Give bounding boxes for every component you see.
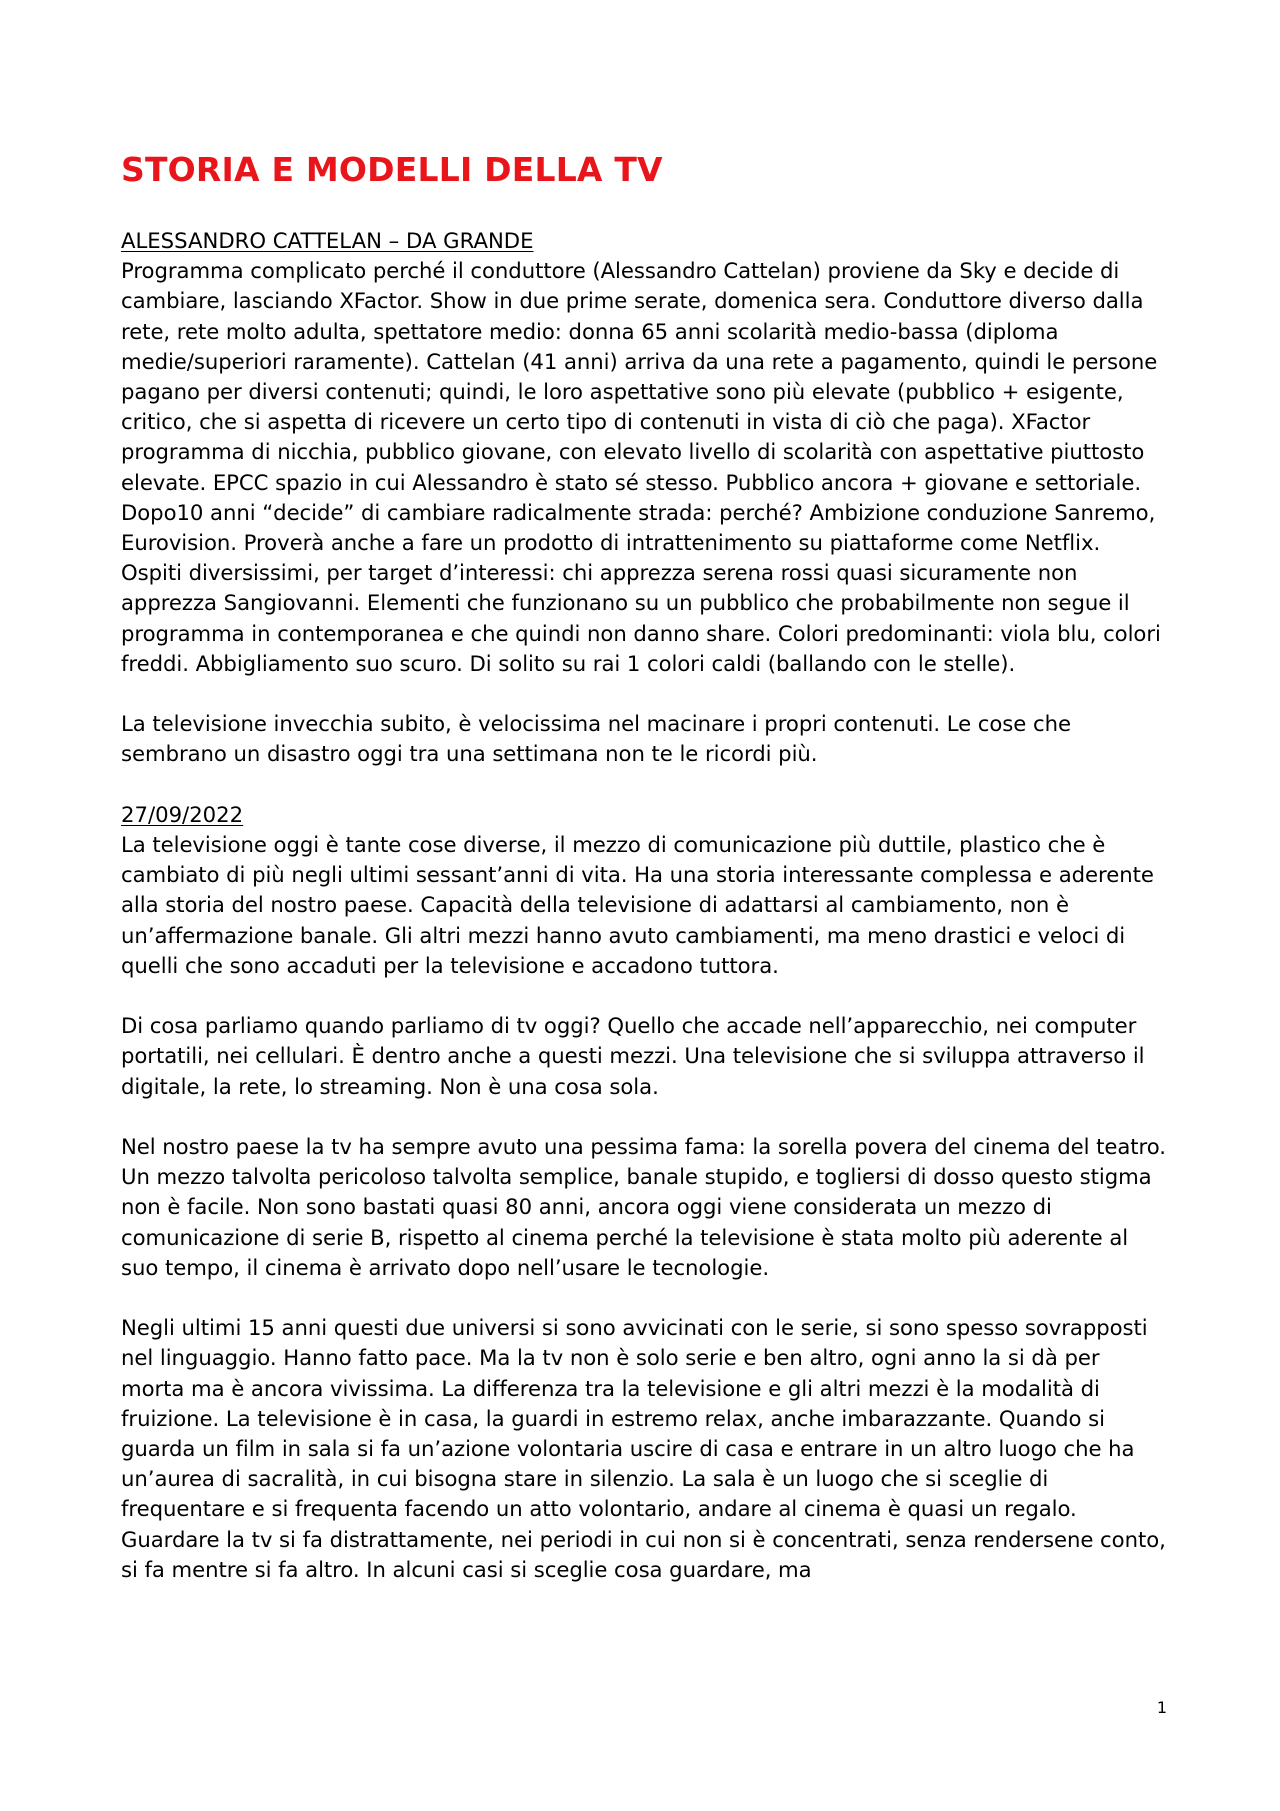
- document-page: [121, 150, 1166, 1585]
- section-heading-cattelan: ALESSANDRO CATTELAN – DA GRANDE: [121, 228, 534, 253]
- page-number: 1: [1156, 1698, 1167, 1717]
- paragraph-watching-tv: Guardare la tv si fa distrattamente, nei periodi in cui non si è concentrati, senza rendersene conto, si fa mentre si fa altro. In alcuni casi si sceglie cosa guardare, ma: [121, 1526, 1166, 1582]
- paragraph-tv-reputation: Nel nostro paese la tv ha sempre avuto una pessima fama: la sorella povera del cinema del teatro. Un mezzo talvolta pericoloso talvolta semplice, banale stupido, e togliersi di dosso questo stigma non è facile. Non sono bastati quasi 80 anni, ancora oggi viene considerata un mezzo di comunicazione di serie B, rispetto al cinema perché la televisione è stata molto più aderente al suo tempo, il cinema è arrivato dopo nell’usare le tecnologie.: [121, 1134, 1166, 1280]
- document-title: STORIA E MODELLI DELLA TV: [121, 150, 663, 189]
- paragraph-tv-ages: La televisione invecchia subito, è velocissima nel macinare i propri contenuti. Le cose che sembrano un disastro oggi tra una settimana non te le ricordi più.: [121, 711, 1071, 767]
- section-heading-date: 27/09/2022: [121, 801, 244, 827]
- paragraph-what-is-tv: Di cosa parliamo quando parliamo di tv oggi? Quello che accade nell’apparecchio, nei computer portatili, nei cellulari. È dentro anche a questi mezzi. Una televisione che si sviluppa attraverso il digitale, la rete, lo streaming. Non è una cosa sola.: [121, 1013, 1145, 1099]
- paragraph-tv-today: La televisione oggi è tante cose diverse, il mezzo di comunicazione più duttile, plastico che è cambiato di più negli ultimi sessant’anni di vita. Ha una storia interessante complessa e aderente alla storia del nostro paese. Capacità della televisione di adattarsi al cambiamento, non è un’affermazione banale. Gli altri mezzi hanno avuto cambiamenti, ma meno drastici e veloci di quelli che sono accaduti per la televisione e accadono tuttora.: [121, 832, 1154, 978]
- section-lecture-date: [121, 800, 1166, 1585]
- paragraph-cattelan-show: Programma complicato perché il conduttore (Alessandro Cattelan) proviene da Sky e decide di cambiare, lasciando XFactor. Show in due prime serate, domenica sera. Conduttore diverso dalla rete, rete molto adulta, spettatore medio: donna 65 anni scolarità medio-bassa (diploma medie/superiori raramente). Cattelan (41 anni) arriva da una rete a pagamento, quindi le persone pagano per diversi contenuti; quindi, le loro aspettative sono più elevate (pubblico + esigente, critico, che si aspetta di ricevere un certo tipo di contenuti in vista di ciò che paga). XFactor programma di nicchia, pubblico giovane, con elevato livello di scolarità con aspettative piuttosto elevate. EPCC spazio in cui Alessandro è stato sé stesso. Pubblico ancora + giovane e settoriale. Dopo10 anni “decide” di cambiare radicalmente strada: perché? Ambizione conduzione Sanremo, Eurovision. Proverà anche a fare un prodotto di intrattenimento su piattaforme come Netflix. Ospiti diversissimi, per target d’interessi: chi apprezza serena rossi quasi sicuramente non apprezza Sangiovanni. Elementi che funzionano su un pubblico che probabilmente non segue il programma in contemporanea e che quindi non danno share. Colori predominanti: viola blu, colori freddi. Abbigliamento suo scuro. Di solito su rai 1 colori caldi (ballando con le stelle).: [121, 258, 1161, 676]
- section-cattelan: [121, 226, 1166, 770]
- paragraph-tv-vs-cinema: Negli ultimi 15 anni questi due universi si sono avvicinati con le serie, si sono spesso sovrapposti nel linguaggio. Hanno fatto pace. Ma la tv non è solo serie e ben altro, ogni anno la si dà per morta ma è ancora vivissima. La differenza tra la televisione e gli altri mezzi è la modalità di fruizione. La televisione è in casa, la guardi in estremo relax, anche imbarazzante. Quando si guarda un film in sala si fa un’azione volontaria uscire di casa e entrare in un altro luogo che ha un’aurea di sacralità, in cui bisogna stare in silenzio. La sala è un luogo che si sceglie di frequentare e si frequenta facendo un atto volontario, andare al cinema è quasi un regalo.: [121, 1315, 1148, 1522]
